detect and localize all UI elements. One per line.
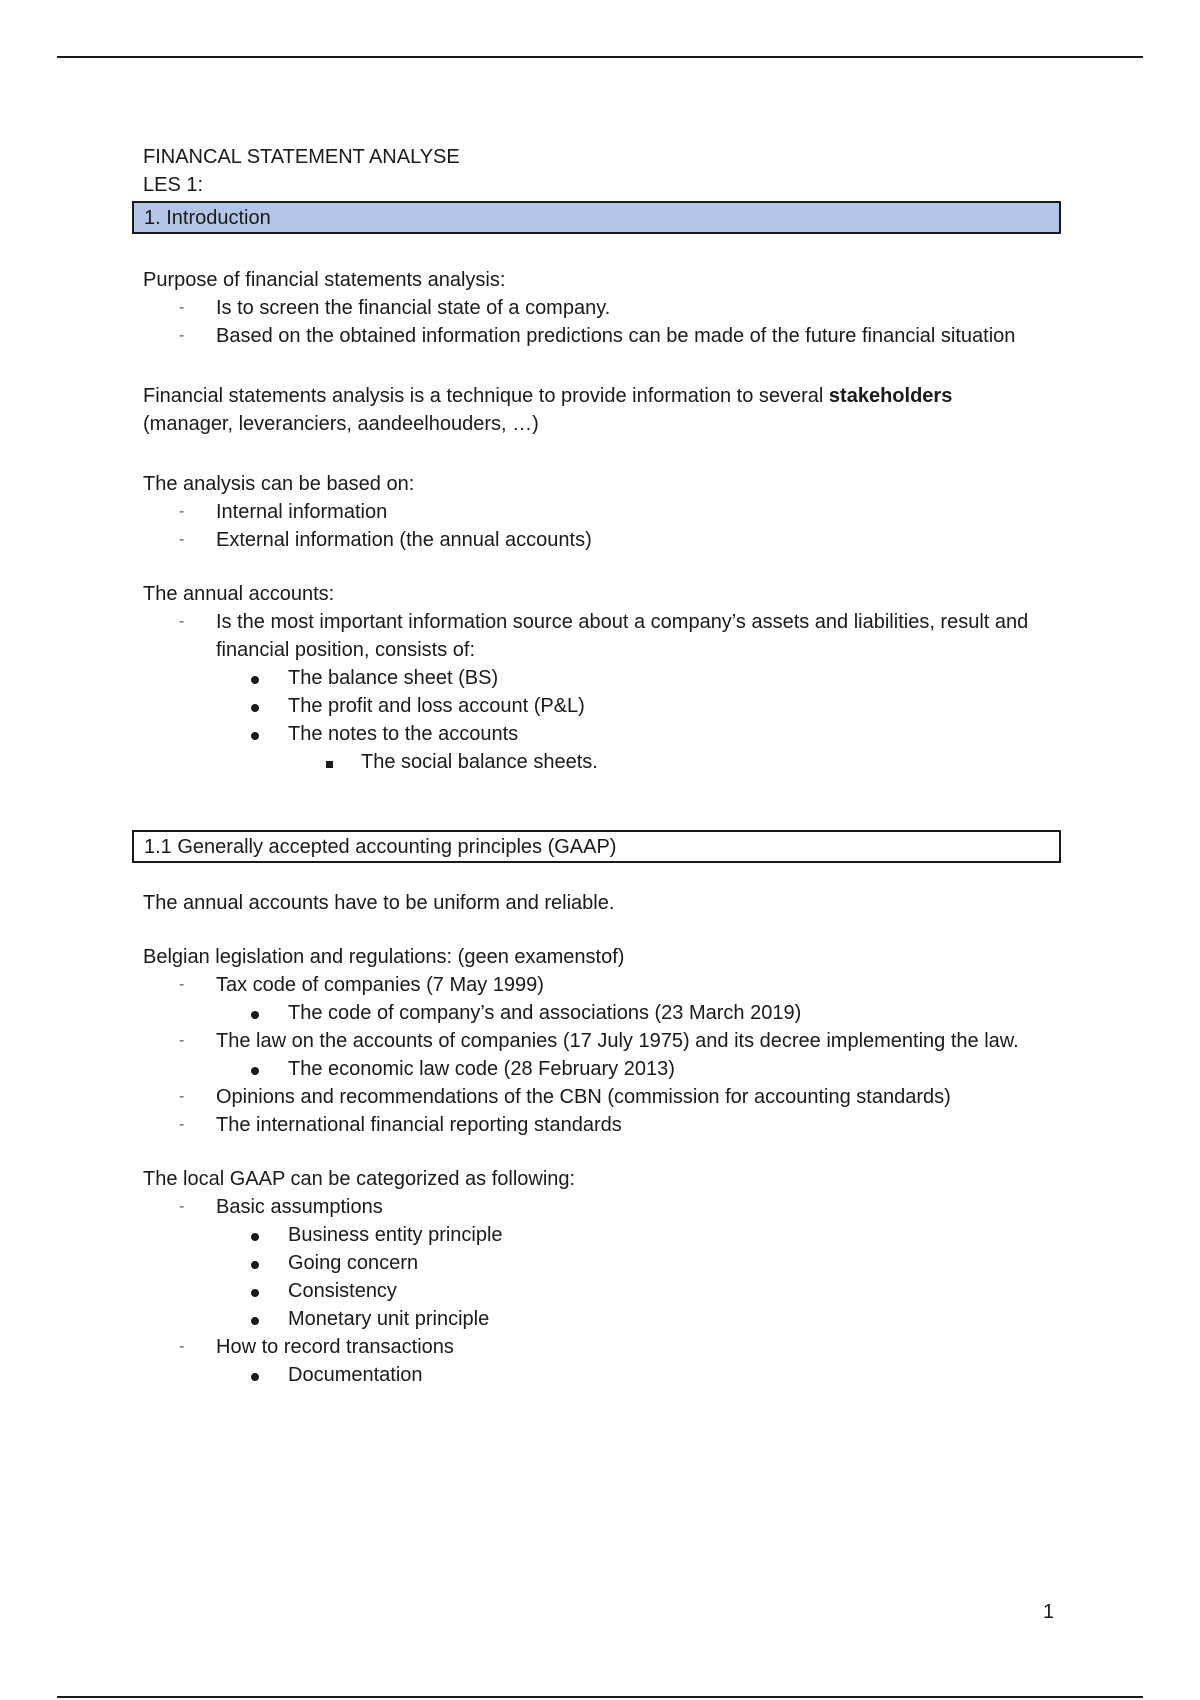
list-item: The balance sheet (BS) — [143, 664, 1073, 692]
list-item: - Based on the obtained information predictions can be made of the future financial situation — [179, 325, 1016, 347]
document-title: FINANCAL STATEMENT ANALYSE — [143, 146, 460, 168]
bullet-icon — [251, 1233, 259, 1241]
list-item: Business entity principle — [143, 1221, 1073, 1249]
analysis-based-list — [143, 498, 1073, 554]
list-item: The economic law code (28 February 2013) — [143, 1055, 1073, 1083]
annual-accounts-label: The annual accounts: — [143, 583, 335, 605]
list-item: The profit and loss account (P&L) — [143, 692, 1073, 720]
list-item: - Is the most important information source about a company’s assets and liabilities, result and financial position, consists of: — [179, 611, 1029, 661]
bullet-icon — [251, 1261, 259, 1269]
header-rule — [57, 56, 1143, 58]
list-item: Monetary unit principle — [143, 1305, 1073, 1333]
list-item: Documentation — [143, 1361, 1073, 1389]
list-item: - Tax code of companies (7 May 1999) — [179, 974, 544, 996]
bullet-icon — [251, 704, 259, 712]
gaap-categories-list — [143, 1193, 1073, 1389]
list-item: - The international financial reporting standards — [179, 1114, 622, 1136]
belgian-legislation-label: Belgian legislation and regulations: (geen examenstof) — [143, 946, 625, 968]
section-heading-gaap: 1.1 Generally accepted accounting principles (GAAP) — [132, 830, 1061, 863]
list-item: - Basic assumptions — [179, 1196, 383, 1218]
list-item: Going concern — [143, 1249, 1073, 1277]
bullet-icon — [251, 676, 259, 684]
annual-accounts-list — [143, 608, 1073, 776]
stakeholders-term: stakeholders — [828, 385, 953, 407]
square-bullet-icon — [326, 761, 333, 768]
page-content — [143, 143, 1073, 1389]
list-item: The social balance sheets. — [143, 748, 1073, 776]
section-heading-introduction: 1. Introduction — [132, 201, 1061, 234]
list-item: - The law on the accounts of companies (17 July 1975) and its decree implementing the law. — [179, 1030, 1019, 1052]
list-item: - Is to screen the financial state of a company. — [179, 297, 611, 319]
list-item: - Opinions and recommendations of the CBN (commission for accounting standards) — [179, 1086, 951, 1108]
bullet-icon — [251, 1289, 259, 1297]
legislation-list — [143, 971, 1073, 1139]
gaap-categories-label: The local GAAP can be categorized as following: — [143, 1168, 576, 1190]
purpose-label: Purpose of financial statements analysis: — [143, 269, 506, 291]
bullet-icon — [251, 1011, 259, 1019]
lesson-label: LES 1: — [143, 174, 204, 196]
bullet-icon — [251, 1317, 259, 1325]
bullet-icon — [251, 1067, 259, 1075]
list-item: - Internal information — [179, 501, 388, 523]
technique-paragraph: Financial statements analysis is a technique to provide information to several stakeholders (manager, leveranciers, aandeelhouders, …) — [143, 385, 953, 435]
bullet-icon — [251, 732, 259, 740]
list-item: The code of company’s and associations (23 March 2019) — [143, 999, 1073, 1027]
bullet-icon — [251, 1373, 259, 1381]
list-item: - How to record transactions — [179, 1336, 454, 1358]
purpose-list — [143, 294, 1073, 350]
footer-rule — [57, 1696, 1143, 1698]
page-number: 1 — [1043, 1601, 1055, 1623]
list-item: The notes to the accounts — [143, 720, 1073, 748]
analysis-based-label: The analysis can be based on: — [143, 473, 415, 495]
list-item: Consistency — [143, 1277, 1073, 1305]
list-item: - External information (the annual accounts) — [179, 529, 592, 551]
uniform-statement: The annual accounts have to be uniform and reliable. — [143, 892, 615, 914]
